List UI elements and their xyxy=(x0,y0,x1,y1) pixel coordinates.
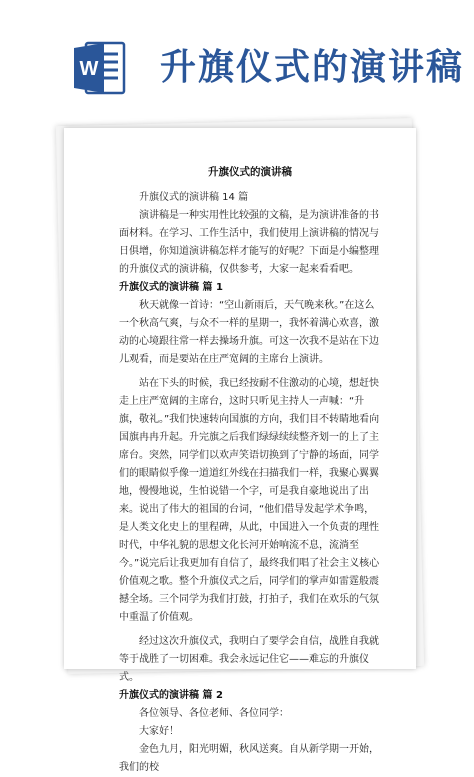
section-heading-1: 升旗仪式的演讲稿 篇 1 xyxy=(119,282,223,293)
body-paragraph: 经过这次升旗仪式，我明白了要学会自信，战胜自我就等于战胜了一切困难。我会永远记住它——难忘的升旗仪式。 xyxy=(119,636,379,683)
document-body xyxy=(119,163,381,777)
salutation-line: 各位领导、各位老师、各位同学： xyxy=(139,708,289,719)
word-document-icon xyxy=(72,40,128,96)
document-page xyxy=(64,128,416,773)
document-subtitle: 升旗仪式的演讲稿 14 篇 xyxy=(139,192,249,203)
greeting-line: 大家好！ xyxy=(139,726,179,737)
body-paragraph: 金色九月，阳光明媚，秋风送爽。自从新学期一开始，我们的校 xyxy=(119,744,379,773)
body-paragraph: 秋天就像一首诗：“空山新雨后，天气晚来秋。”在这么一个秋高气爽，与众不一样的星期一，我怀着满心欢喜，激动的心境跟往常一样去操场升旗。可这一次我不是站在下边儿观看，而是要站在庄严宽阔的主席台上演讲。 xyxy=(119,300,379,365)
document-banner xyxy=(0,0,474,118)
body-paragraph: 站在下头的时候，我已经按耐不住激动的心境，想赶快走上庄严宽阔的主席台，这时只听见主持人一声喊：“升旗，敬礼。”我们快速转向国旗的方向，我们目不转睛地看向国旗冉冉升起。升完旗之后我们绿绿续续整齐划一的上了主席台。突然，同学们以欢声笑语切换到了宁静的场面，同学们的眼睛似乎像一道道红外线在扫描我们一样，我聚心翼翼地，慢慢地说，生怕说错一个字，可是我自豪地说出了出来。说出了伟大的祖国的台词，“他们借导发起学术争鸣，是人类文化史上的里程碑，从此，中国进入一个负责的理性时代，中华礼貌的思想文化长河开始响流不息，流淌至今。”说完后让我更加有自信了，最终我们唱了社会主义核心价值观之歌。整个升旗仪式之后，同学们的掌声如雷霆般震撼全场。三个同学为我们打鼓，打拍子，我们在欢乐的气氛中重温了价值观。 xyxy=(119,378,380,623)
section-heading-2: 升旗仪式的演讲稿 篇 2 xyxy=(119,690,223,701)
svg-text:W: W xyxy=(79,58,99,80)
document-title: 升旗仪式的演讲稿 xyxy=(208,166,292,178)
banner-title: 升旗仪式的演讲稿 xyxy=(160,47,465,88)
intro-paragraph: 演讲稿是一种实用性比较强的文稿，是为演讲准备的书面材料。在学习、工作生活中，我们使用上演讲稿的情况与日俱增，你知道演讲稿怎样才能写的好呢？下面是小编整理的升旗仪式的演讲稿，仅供参考，大家一起来看看吧。 xyxy=(119,210,379,275)
